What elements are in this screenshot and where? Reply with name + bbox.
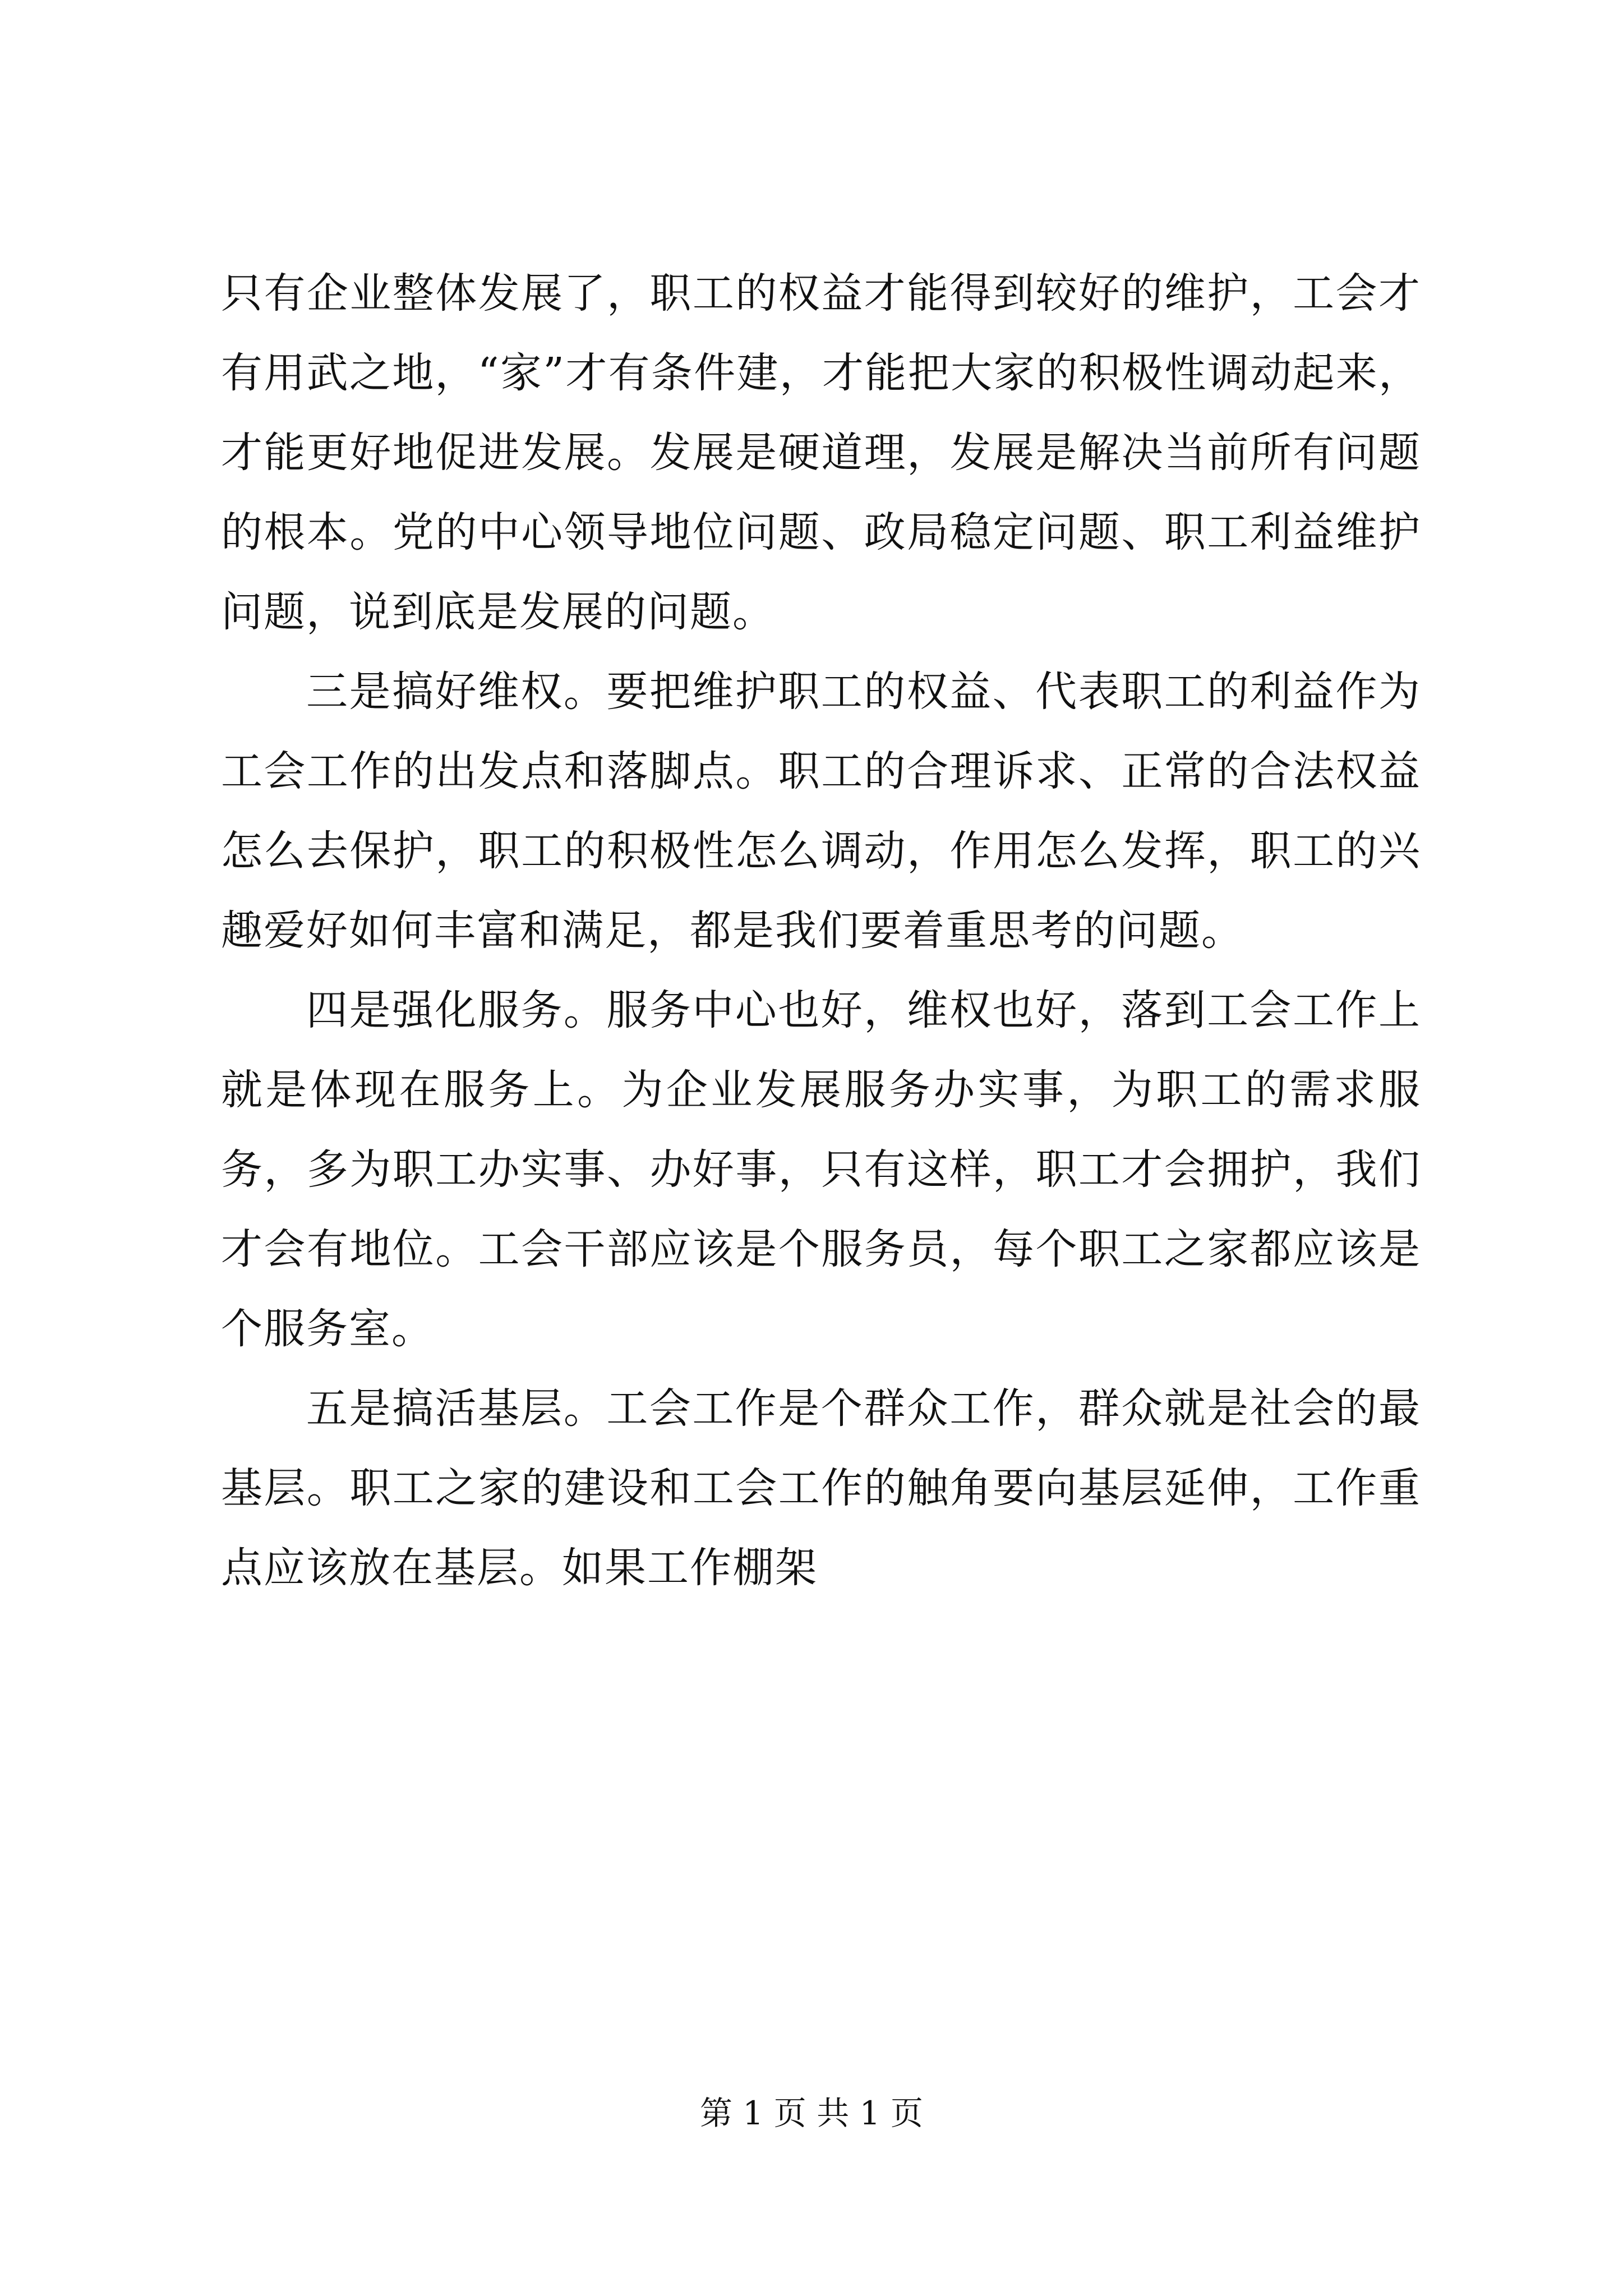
paragraph-continuation: 只有企业整体发展了，职工的权益才能得到较好的维护，工会才有用武之地，“家”才有条件建，才能把大家的积极性调动起来，才能更好地促进发展。发展是硬道理，发展是解决当前所有问题的根本。党的中心领导地位问题、政局稳定问题、职工利益维护问题，说到底是发展的问题。: [221, 269, 1421, 636]
document-body: [221, 254, 1421, 1608]
page-number-footer: 第 1 页 共 1 页: [700, 2094, 923, 2132]
paragraph-grassroots: 五是搞活基层。工会工作是个群众工作，群众就是社会的最基层。职工之家的建设和工会工作的触角要向基层延伸，工作重点应该放在基层。如果工作棚架: [221, 1384, 1421, 1592]
paragraph-safeguard-rights: 三是搞好维权。要把维护职工的权益、代表职工的利益作为工会工作的出发点和落脚点。职工的合理诉求、正常的合法权益怎么去保护，职工的积极性怎么调动，作用怎么发挥，职工的兴趣爱好如何丰富和满足，都是我们要着重思考的问题。: [221, 668, 1421, 955]
paragraph-strengthen-service: 四是强化服务。服务中心也好，维权也好，落到工会工作上就是体现在服务上。为企业发展服务办实事，为职工的需求服务，多为职工办实事、办好事，只有这样，职工才会拥护，我们才会有地位。工会干部应该是个服务员，每个职工之家都应该是个服务室。: [221, 986, 1421, 1353]
